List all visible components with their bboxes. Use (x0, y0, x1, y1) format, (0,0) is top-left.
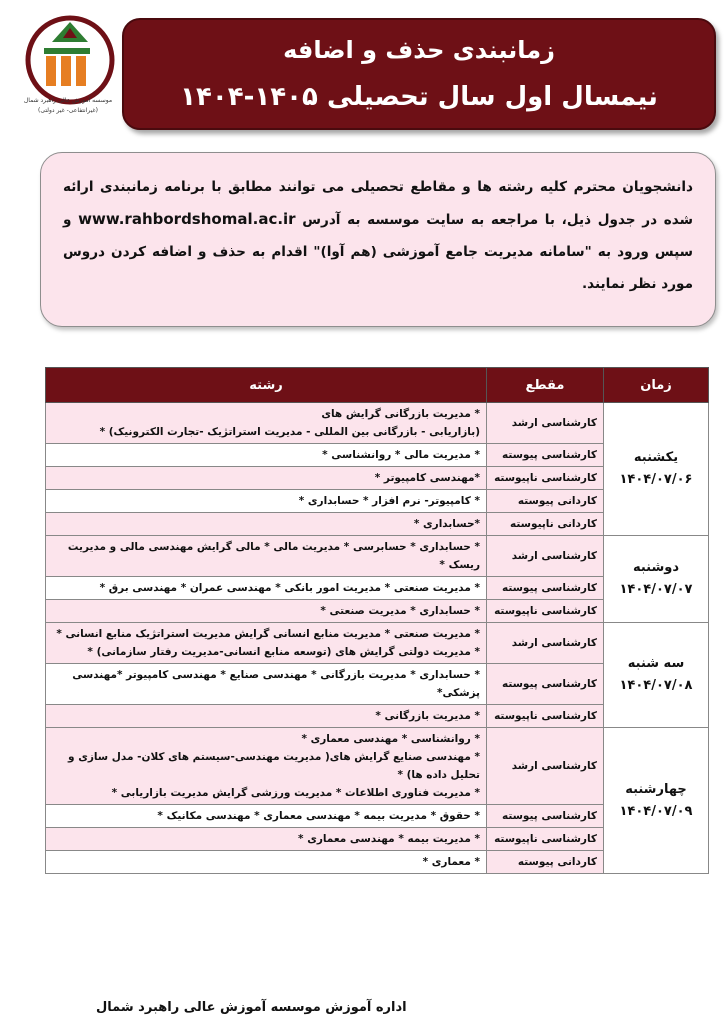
day-date: ۱۴۰۴/۰۷/۰۶ (619, 472, 693, 487)
notice-text-before: دانشجویان محترم کلیه رشته ها و مقاطع تحصیلی می توانند مطابق با برنامه زمانبندی ارائه شده در جدول ذیل، با مراجعه به سایت موسسه به آدرس (63, 179, 693, 228)
day-name: چهارشنبه (625, 781, 687, 797)
header-major: رشته (46, 368, 487, 403)
major-line: * مدیریت دولتی گرایش های (توسعه منابع انسانی-مدیریت رفتار سازمانی) * (87, 646, 480, 658)
majors-cell (46, 444, 487, 467)
majors-cell (46, 728, 487, 805)
level-cell: کارشناسی ارشد (487, 623, 604, 664)
notice-text-after: و سپس ورود به "سامانه مدیریت جامع آموزشی (هم آوا)" اقدام به حذف و اضافه کردن دروس مورد نظر نمایند. (63, 212, 693, 292)
majors-cell (46, 705, 487, 728)
day-cell (604, 728, 709, 874)
major-line: (بازاریابی - بازرگانی بین المللی - مدیریت استراتژیک -تجارت الکترونیک) * (99, 426, 480, 438)
level-cell: کاردانی پیوسته (487, 851, 604, 874)
level-cell: کارشناسی پیوسته (487, 664, 604, 705)
major-line: * حسابداری * مدیریت صنعتی * (320, 605, 480, 617)
institute-logo (18, 8, 128, 138)
major-line: * مدیریت بازرگانی * (375, 710, 480, 722)
level-cell: کارشناسی ناپیوسته (487, 828, 604, 851)
schedule-table (45, 367, 709, 874)
majors-cell (46, 536, 487, 577)
majors-cell (46, 623, 487, 664)
major-line: * مدیریت بازرگانی گرایش های (321, 408, 480, 420)
footer-signature: اداره آموزش موسسه آموزش عالی راهبرد شمال (96, 1000, 407, 1015)
majors-cell (46, 490, 487, 513)
majors-cell (46, 467, 487, 490)
majors-cell (46, 513, 487, 536)
level-cell: کاردانی ناپیوسته (487, 513, 604, 536)
header-time: زمان (604, 368, 709, 403)
major-line: * حسابداری * مدیریت بازرگانی * مهندسی صنایع * مهندسی کامپیوتر *مهندسی پزشکی* (72, 669, 480, 699)
day-date: ۱۴۰۴/۰۷/۰۷ (619, 582, 693, 597)
level-cell: کاردانی پیوسته (487, 490, 604, 513)
day-name: یکشنبه (633, 450, 679, 465)
level-cell: کارشناسی پیوسته (487, 577, 604, 600)
majors-cell (46, 600, 487, 623)
table-row (46, 728, 709, 805)
majors-cell (46, 805, 487, 828)
level-cell: کارشناسی ناپیوسته (487, 705, 604, 728)
logo-caption: موسسه آموزش عالی راهبرد شمال (غیرانتفاعی- غیر دولتی) (23, 97, 113, 114)
day-name: دوشنبه (632, 560, 680, 575)
major-line: * معماری * (422, 856, 480, 868)
notice-box (40, 152, 716, 327)
day-date: ۱۴۰۴/۰۷/۰۸ (619, 678, 693, 693)
major-line: * حسابداری * حسابرسی * مدیریت مالی * مالی گرایش مهندسی مالی و مدیریت ریسک * (67, 541, 480, 571)
major-line: * حقوق * مدیریت بیمه * مهندسی معماری * مهندسی مکانیک * (157, 810, 480, 822)
site-url-link[interactable]: www.rahbordshomal.ac.ir (78, 210, 296, 228)
level-cell: کارشناسی ناپیوسته (487, 467, 604, 490)
level-cell: کارشناسی ناپیوسته (487, 600, 604, 623)
major-line: * روانشناسی * مهندسی معماری * (301, 733, 480, 745)
title-line1: زمانبندی حذف و اضافه (283, 36, 555, 64)
major-line: * مدیریت فناوری اطلاعات * مدیریت ورزشی گرایش مدیریت بازاریابی * (111, 787, 480, 799)
major-line: * مدیریت بیمه * مهندسی معماری * (298, 833, 480, 845)
majors-cell (46, 403, 487, 444)
major-line: *حسابداری * (413, 518, 480, 530)
majors-cell (46, 851, 487, 874)
day-name: سه شنبه (627, 656, 685, 671)
level-cell: کارشناسی پیوسته (487, 805, 604, 828)
majors-cell (46, 577, 487, 600)
day-cell (604, 536, 709, 623)
major-line: * مدیریت مالی * روانشناسی * (322, 449, 480, 461)
major-line: * مدیریت صنعتی * مدیریت امور بانکی * مهندسی عمران * مهندسی برق * (99, 582, 480, 594)
table-row (46, 403, 709, 444)
level-cell: کارشناسی پیوسته (487, 444, 604, 467)
table-row (46, 536, 709, 577)
major-line: * مهندسی صنایع گرایش های( مدیریت مهندسی-سیستم های کلان- مدل سازی و تحلیل داده ها) * (68, 751, 480, 781)
major-line: *مهندسی کامپیوتر * (374, 472, 480, 484)
level-cell: کارشناسی ارشد (487, 728, 604, 805)
day-cell (604, 403, 709, 536)
day-cell (604, 623, 709, 728)
title-line2: نیمسال اول سال تحصیلی ۱۴۰۵-۱۴۰۴ (180, 82, 658, 112)
major-line: * مدیریت صنعتی * مدیریت منابع انسانی گرایش مدیریت استراتژیک منابع انسانی * (56, 628, 480, 640)
major-line: * کامپیوتر- نرم افزار * حسابداری * (298, 495, 480, 507)
majors-cell (46, 828, 487, 851)
title-banner (122, 18, 716, 130)
level-cell: کارشناسی ارشد (487, 403, 604, 444)
majors-cell (46, 664, 487, 705)
header-level: مقطع (487, 368, 604, 403)
table-row (46, 623, 709, 664)
table-header-row (46, 368, 709, 403)
level-cell: کارشناسی ارشد (487, 536, 604, 577)
day-date: ۱۴۰۴/۰۷/۰۹ (619, 803, 693, 819)
